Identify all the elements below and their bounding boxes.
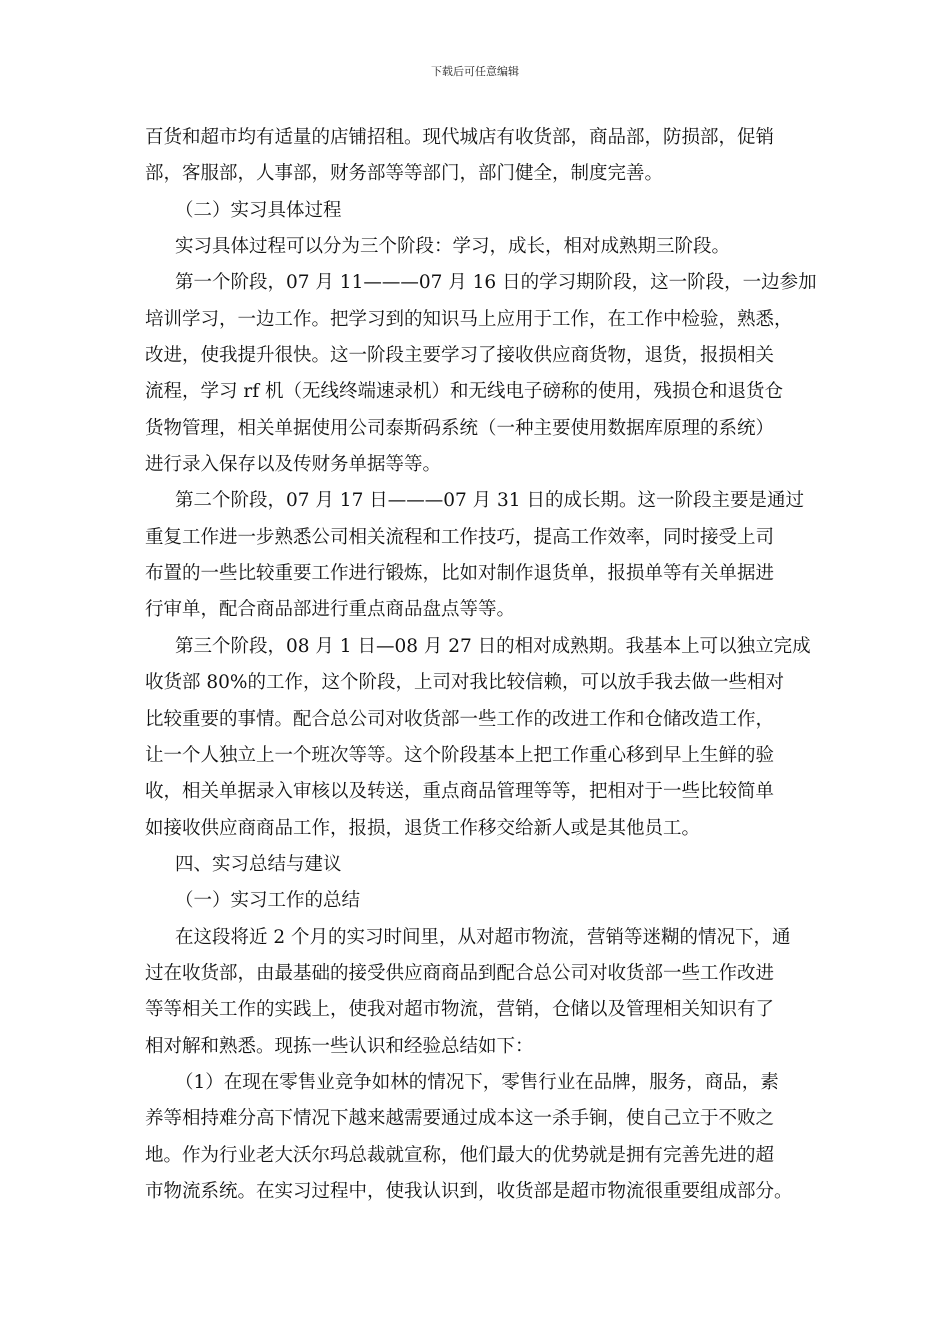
- text-line: 收货部 80%的工作，这个阶段，上司对我比较信赖，可以放手我去做一些相对: [145, 672, 785, 694]
- text-line: 四、实习总结与建议: [175, 853, 342, 875]
- text-line: 等等相关工作的实践上，使我对超市物流，营销，仓储以及管理相关知识有了: [145, 999, 775, 1021]
- text-line: 过在收货部，由最基础的接受供应商商品到配合总公司对收货部一些工作改进: [145, 962, 775, 984]
- text-line: （一）实习工作的总结: [175, 890, 361, 912]
- text-line: 百货和超市均有适量的店铺招租。现代城店有收货部，商品部，防损部，促销: [145, 127, 775, 148]
- text-line: 培训学习，一边工作。把学习到的知识马上应用于工作，在工作中检验，熟悉，: [145, 308, 793, 330]
- text-line: 收，相关单据录入审核以及转送，重点商品管理等等，把相对于一些比较简单: [145, 781, 775, 803]
- text-line: 改进，使我提升很快。这一阶段主要学习了接收供应商货物，退货，报损相关: [145, 345, 775, 367]
- text-line: 比较重要的事情。配合总公司对收货部一些工作的改进工作和仓储改造工作，: [145, 708, 775, 730]
- text-line: 市物流系统。在实习过程中，使我认识到，收货部是超市物流很重要组成部分。: [145, 1180, 793, 1202]
- text-line: 进行录入保存以及传财务单据等等。: [145, 454, 442, 476]
- text-line: 重复工作进一步熟悉公司相关流程和工作技巧，提高工作效率，同时接受上司: [145, 526, 775, 548]
- text-line: 部，客服部，人事部，财务部等等部门，部门健全，制度完善。: [145, 163, 664, 185]
- text-line: 行审单，配合商品部进行重点商品盘点等等。: [145, 599, 516, 621]
- text-line: 相对解和熟悉。现拣一些认识和经验总结如下：: [145, 1035, 534, 1057]
- text-line: 第三个阶段，08 月 1 日—08 月 27 日的相对成熟期。我基本上可以独立完成: [175, 635, 811, 657]
- text-line: 地。作为行业老大沃尔玛总裁就宣称，他们最大的优势就是拥有完善先进的超: [145, 1144, 775, 1166]
- text-line: 在这段将近 2 个月的实习时间里，从对超市物流，营销等迷糊的情况下，通: [175, 926, 791, 948]
- text-line: 货物管理，相关单据使用公司泰斯码系统（一种主要使用数据库原理的系统）: [145, 417, 775, 439]
- text-line: （二）实习具体过程: [175, 199, 342, 221]
- text-line: 布置的一些比较重要工作进行锻炼，比如对制作退货单，报损单等有关单据进: [145, 563, 775, 585]
- text-line: （1）在现在零售业竞争如林的情况下，零售行业在品牌，服务，商品，素: [175, 1071, 779, 1093]
- text-line: 实习具体过程可以分为三个阶段：学习，成长，相对成熟期三阶段。: [175, 236, 731, 258]
- text-line: 第一个阶段，07 月 11———07 月 16 日的学习期阶段，这一阶段，一边参加: [175, 272, 817, 294]
- page-header: 下载后可任意编辑: [431, 65, 519, 78]
- text-line: 养等相持难分高下情况下越来越需要通过成本这一杀手锏，使自己立于不败之: [145, 1108, 775, 1130]
- text-line: 第二个阶段，07 月 17 日———07 月 31 日的成长期。这一阶段主要是通过: [175, 490, 804, 512]
- document-body: [145, 120, 825, 1210]
- text-line: 流程，学习 rf 机（无线终端速录机）和无线电子磅称的使用，残损仓和退货仓: [145, 381, 783, 403]
- text-line: 如接收供应商商品工作，报损，退货工作移交给新人或是其他员工。: [145, 817, 701, 839]
- text-line: 让一个人独立上一个班次等等。这个阶段基本上把工作重心移到早上生鲜的验: [145, 744, 775, 766]
